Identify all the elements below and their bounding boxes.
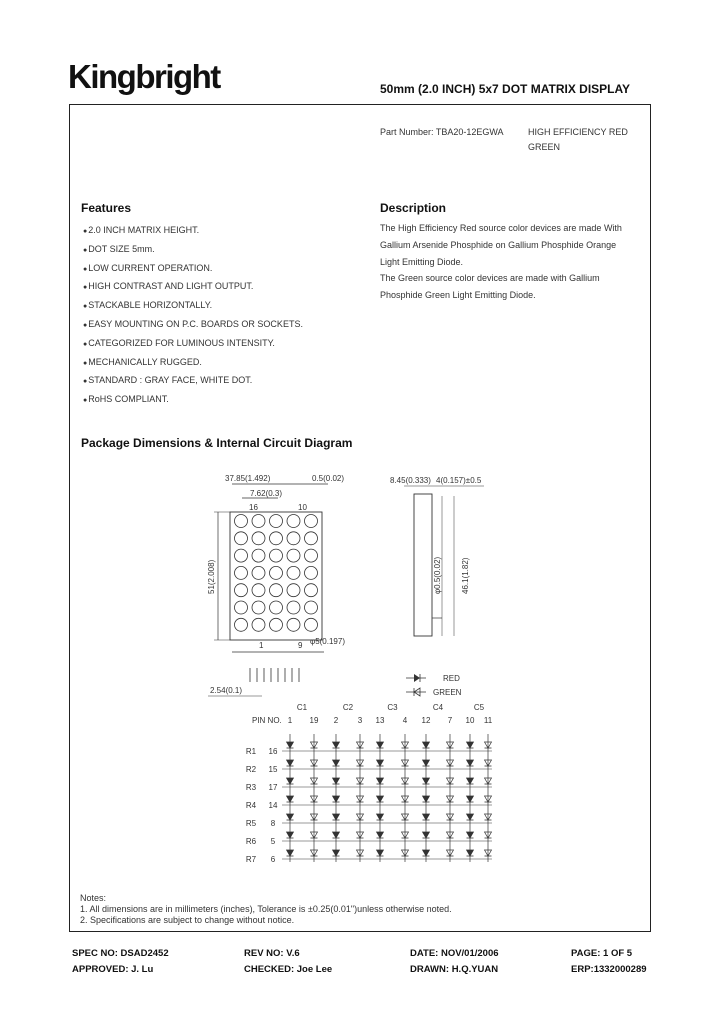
led-dot: [287, 584, 300, 597]
column-label: C1: [296, 703, 308, 712]
column-label: C4: [432, 703, 444, 712]
side-depth: 8.45(0.333): [390, 476, 431, 485]
led-dot: [235, 566, 248, 579]
led-dot: [305, 566, 318, 579]
led-dot: [252, 515, 265, 528]
led-dot: [287, 618, 300, 631]
note-1: 1. All dimensions are in millimeters (inches), Tolerance is ±0.25(0.01")unless otherwise noted.: [80, 904, 452, 914]
row-label: R7: [245, 855, 257, 864]
column-pin: 11: [483, 716, 493, 725]
led-dot: [287, 549, 300, 562]
led-dot: [270, 618, 283, 631]
led-dot: [270, 515, 283, 528]
led-red-diode: [467, 850, 474, 856]
column-pin: 7: [447, 716, 453, 725]
footer-date: DATE: NOV/01/2006: [410, 948, 499, 959]
led-red-diode: [467, 814, 474, 820]
row-label: R2: [245, 765, 257, 774]
feature-item: ● DOT SIZE 5mm.: [83, 241, 303, 260]
description-line: Gallium Arsenide Phosphide on Gallium Phosphide Orange: [380, 239, 617, 250]
footer-page: PAGE: 1 OF 5: [571, 948, 633, 959]
column-pin: 1: [287, 716, 293, 725]
led-red-diode: [377, 742, 384, 748]
led-red-diode: [333, 850, 340, 856]
note-2: 2. Specifications are subject to change without notice.: [80, 915, 295, 925]
led-dot: [252, 618, 265, 631]
led-dot: [270, 549, 283, 562]
feature-item: ● RoHS COMPLIANT.: [83, 391, 303, 410]
row-pin: 14: [268, 801, 278, 810]
led-red-diode: [333, 778, 340, 784]
row-pin: 5: [270, 837, 276, 846]
notes-title: Notes:: [80, 893, 107, 903]
side-view-drawing: [384, 468, 504, 648]
column-label: C5: [473, 703, 485, 712]
legend-red: RED: [443, 674, 460, 683]
front-view-drawing: [200, 468, 370, 700]
led-dot: [270, 566, 283, 579]
led-dot: [235, 549, 248, 562]
row-pin: 16: [268, 747, 278, 756]
description-text: [380, 220, 650, 304]
led-red-diode: [423, 760, 430, 766]
circuit-diagram: [230, 668, 530, 874]
footer-checked: CHECKED: Joe Lee: [244, 964, 333, 975]
led-red-diode: [377, 832, 384, 838]
led-red-diode: [467, 832, 474, 838]
row-pin: 6: [270, 855, 276, 864]
led-dot: [305, 515, 318, 528]
part-number-label: Part Number: TBA20-12EGWA: [380, 127, 504, 137]
led-dot: [305, 532, 318, 545]
led-red-diode: [287, 832, 294, 838]
dim-width: 37.85(1.492): [225, 474, 271, 483]
led-red-diode: [287, 850, 294, 856]
feature-item: ● HIGH CONTRAST AND LIGHT OUTPUT.: [83, 278, 303, 297]
led-red-diode: [423, 832, 430, 838]
dim-pin-pitch: 2.54(0.1): [210, 686, 243, 695]
led-red-diode: [333, 742, 340, 748]
footer-erp: ERP:1332000289: [571, 964, 647, 975]
led-dot: [287, 601, 300, 614]
led-red-diode: [333, 814, 340, 820]
led-dot: [235, 584, 248, 597]
led-red-diode: [423, 778, 430, 784]
led-red-diode: [287, 796, 294, 802]
led-dot: [287, 532, 300, 545]
footer-approved: APPROVED: J. Lu: [72, 964, 154, 975]
package-heading: Package Dimensions & Internal Circuit Diagram: [81, 436, 353, 450]
features-list: [83, 222, 303, 410]
led-red-diode: [423, 742, 430, 748]
led-dot: [287, 515, 300, 528]
dim-dot: φ5(0.197): [310, 637, 345, 646]
feature-item: ● STANDARD : GRAY FACE, WHITE DOT.: [83, 372, 303, 391]
features-heading: Features: [81, 201, 132, 215]
pin-10-label: 10: [298, 503, 307, 512]
pin-9-label: 9: [298, 641, 303, 650]
led-dot: [252, 601, 265, 614]
led-dot: [270, 532, 283, 545]
column-pin: 13: [375, 716, 385, 725]
led-dot: [252, 532, 265, 545]
led-dot: [270, 601, 283, 614]
column-pin: 10: [465, 716, 475, 725]
part-color-green: GREEN: [528, 142, 561, 152]
description-line: Light Emitting Diode.: [380, 256, 464, 267]
feature-item: ● MECHANICALLY RUGGED.: [83, 354, 303, 373]
column-pin: 2: [333, 716, 339, 725]
side-pin-len: 4(0.157)±0.5: [436, 476, 482, 485]
side-pin-dia: φ0.5(0.02): [433, 556, 442, 594]
led-red-diode: [287, 760, 294, 766]
feature-item: ● STACKABLE HORIZONTALLY.: [83, 297, 303, 316]
footer-drawn: DRAWN: H.Q.YUAN: [410, 964, 499, 975]
row-pin: 15: [268, 765, 278, 774]
document-title: 50mm (2.0 INCH) 5x7 DOT MATRIX DISPLAY: [380, 82, 631, 96]
feature-item: ● CATEGORIZED FOR LUMINOUS INTENSITY.: [83, 335, 303, 354]
column-label: C2: [342, 703, 354, 712]
row-pin: 8: [270, 819, 276, 828]
led-red-diode: [333, 760, 340, 766]
led-red-diode: [287, 814, 294, 820]
footer-rev-no: REV NO: V.6: [244, 948, 300, 959]
led-red-diode: [333, 832, 340, 838]
notes-block: [80, 893, 452, 926]
led-dot: [287, 566, 300, 579]
led-dot: [252, 584, 265, 597]
description-line: The Green source color devices are made with Gallium: [380, 273, 600, 284]
part-color-red: HIGH EFFICIENCY RED: [528, 127, 628, 137]
feature-item: ● EASY MOUNTING ON P.C. BOARDS OR SOCKETS.: [83, 316, 303, 335]
description-line: Phosphide Green Light Emitting Diode.: [380, 290, 536, 301]
led-red-diode: [287, 778, 294, 784]
feature-item: ● 2.0 INCH MATRIX HEIGHT.: [83, 222, 303, 241]
brand-logo: Kingbright: [68, 58, 220, 95]
circuit-rows: [246, 742, 492, 864]
column-pin: 12: [421, 716, 431, 725]
led-dot: [305, 601, 318, 614]
led-dot: [252, 566, 265, 579]
description-line: The High Efficiency Red source color devices are made With: [380, 223, 622, 233]
led-red-diode: [467, 760, 474, 766]
column-pin: 19: [309, 716, 319, 725]
led-red-diode: [377, 778, 384, 784]
led-dot: [235, 532, 248, 545]
row-label: R6: [245, 837, 257, 846]
led-dot-grid: [235, 515, 318, 632]
row-label: R5: [245, 819, 257, 828]
dim-pitch: 7.62(0.3): [250, 489, 283, 498]
led-dot: [305, 618, 318, 631]
pin-1-label: 1: [259, 641, 264, 650]
led-red-diode: [377, 796, 384, 802]
led-red-diode: [423, 850, 430, 856]
description-heading: Description: [380, 201, 447, 215]
part-color-block: [528, 125, 646, 155]
led-dot: [270, 584, 283, 597]
led-red-diode: [377, 850, 384, 856]
legend-green: GREEN: [433, 688, 462, 697]
column-pin: 3: [357, 716, 363, 725]
footer-spec-no: SPEC NO: DSAD2452: [72, 948, 169, 959]
column-pin: 4: [402, 716, 408, 725]
row-pin: 17: [268, 783, 278, 792]
dim-gap: 0.5(0.02): [312, 474, 345, 483]
led-red-diode: [377, 760, 384, 766]
column-label: C3: [387, 703, 398, 712]
led-red-diode: [467, 778, 474, 784]
pin-no-label: PIN NO.: [252, 716, 282, 725]
row-label: R4: [245, 801, 257, 810]
led-dot: [305, 549, 318, 562]
led-dot: [235, 618, 248, 631]
row-label: R3: [245, 783, 257, 792]
row-label: R1: [245, 747, 257, 756]
led-dot: [235, 601, 248, 614]
led-red-diode: [377, 814, 384, 820]
led-red-diode: [467, 742, 474, 748]
led-dot: [305, 584, 318, 597]
led-red-diode: [467, 796, 474, 802]
part-number-block: [380, 125, 650, 155]
led-red-diode: [423, 814, 430, 820]
dim-height: 51(2.008): [207, 559, 216, 594]
led-red-diode: [333, 796, 340, 802]
led-dot: [252, 549, 265, 562]
led-red-diode: [423, 796, 430, 802]
feature-item: ● LOW CURRENT OPERATION.: [83, 260, 303, 279]
circuit-columns: [288, 703, 493, 862]
led-red-diode: [287, 742, 294, 748]
led-dot: [235, 515, 248, 528]
pin-16-label: 16: [249, 503, 258, 512]
side-height: 46.1(1.82): [461, 557, 470, 594]
